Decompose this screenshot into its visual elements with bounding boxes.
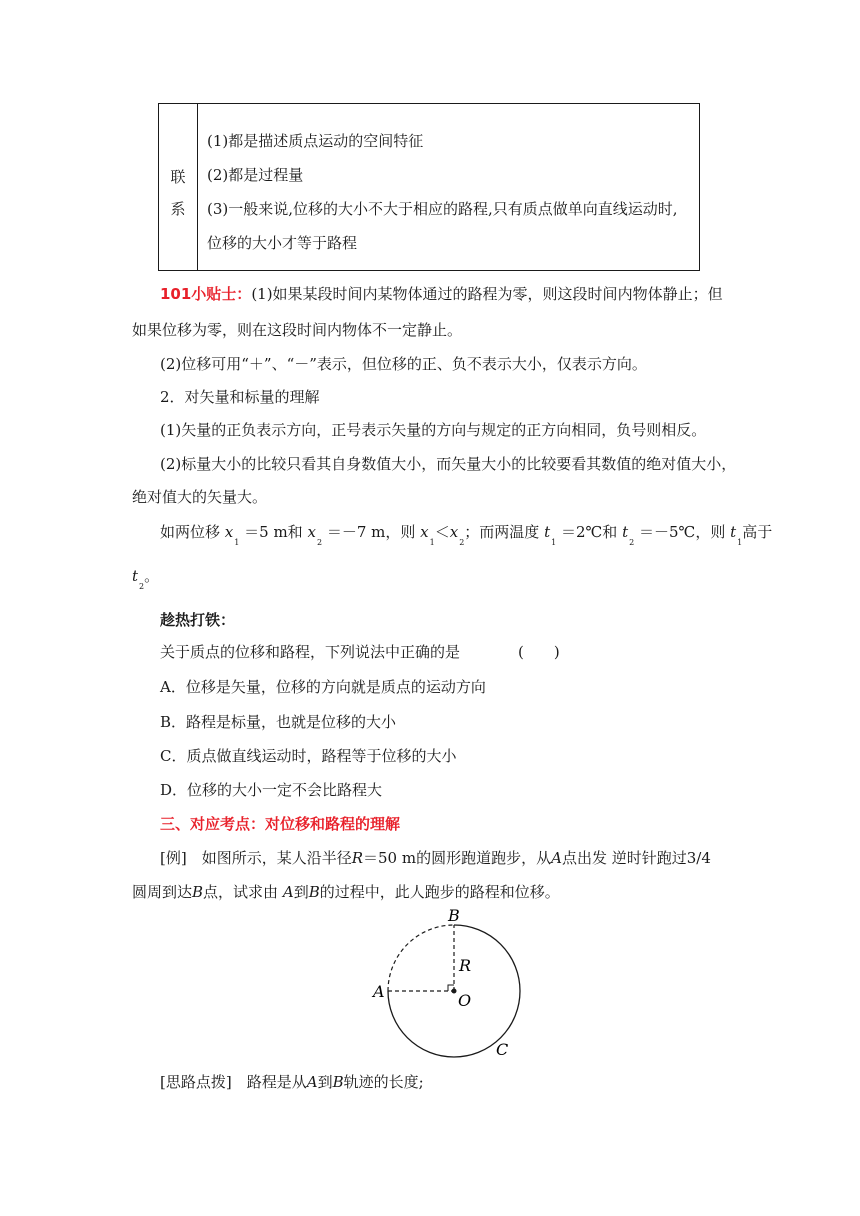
table-divider: [197, 104, 198, 270]
tip-line-1: 101小贴士：(1)如果某段时间内某物体通过的路程为零，则这段时间内物体静止；但: [160, 285, 723, 303]
section2-p2a: (2)标量大小的比较只看其自身数值大小，而矢量大小的比较要看其数值的绝对值大小，: [160, 455, 737, 473]
circle-track-figure: [360, 905, 540, 1065]
practice-question: 关于质点的位移和路程，下列说法中正确的是: [160, 643, 461, 661]
section2-heading: 2．对矢量和标量的理解: [160, 388, 320, 406]
section2-p1: (1)矢量的正负表示方向，正号表示矢量的方向与规定的正方向相同，负号则相反。: [160, 421, 707, 439]
tip-line-2: 如果位移为零，则在这段时间内物体不一定静止。: [132, 321, 463, 339]
section2-example: 如两位移 $x_1 =5$ m和 $x_2 =-7$ m，则 $x_1<x_2$；而两温度 $t_1$ ＝2℃和 $t_2$ ＝－5℃，则 $t_1$高于: [160, 523, 773, 547]
relation-table: [158, 103, 700, 271]
example-line-2: 圆周到达B点，试求由 A到B的过程中，此人跑步的路程和位移。: [132, 883, 560, 901]
example-line-1: [例] 如图所示，某人沿半径R＝50 m的圆形跑道跑步，从A点出发 逆时针跑过3/4: [160, 849, 711, 867]
option-d: D．位移的大小一定不会比路程大: [160, 781, 383, 799]
table-row-1: (1)都是描述质点运动的空间特征: [207, 132, 424, 150]
dashed-arc: [388, 925, 454, 991]
tip-title: 101小贴士：: [160, 285, 252, 303]
section2-example-cont: $t_2$。: [132, 567, 160, 591]
tip-line-3: (2)位移可用“＋”、“－”表示，但位移的正、负不表示大小，仅表示方向。: [160, 355, 647, 373]
label-a: A: [373, 982, 385, 1001]
section3-heading: 三、对应考点：对位移和路程的理解: [160, 815, 401, 833]
table-label-2: 系: [170, 200, 186, 218]
table-label-1: 联: [170, 168, 186, 186]
option-a: A．位移是矢量，位移的方向就是质点的运动方向: [160, 678, 486, 696]
hint-line: [思路点拨] 路程是从A到B轨迹的长度;: [160, 1073, 424, 1091]
practice-heading: 趁热打铁：: [160, 611, 236, 629]
label-r: R: [459, 956, 472, 975]
label-o: O: [458, 991, 472, 1010]
center-point: [452, 989, 457, 994]
label-b: B: [448, 906, 460, 925]
option-b: B．路程是标量，也就是位移的大小: [160, 713, 397, 731]
table-row-2: (2)都是过程量: [207, 166, 304, 184]
table-row-3: (3)一般来说,位移的大小不大于相应的路程,只有质点做单向直线运动时,: [207, 200, 678, 218]
section2-p2b: 绝对值大的矢量大。: [132, 488, 268, 506]
table-row-4: 位移的大小才等于路程: [207, 234, 358, 252]
option-c: C．质点做直线运动时，路程等于位移的大小: [160, 747, 457, 765]
label-c: C: [496, 1040, 509, 1059]
practice-bracket: ( ): [518, 643, 560, 661]
